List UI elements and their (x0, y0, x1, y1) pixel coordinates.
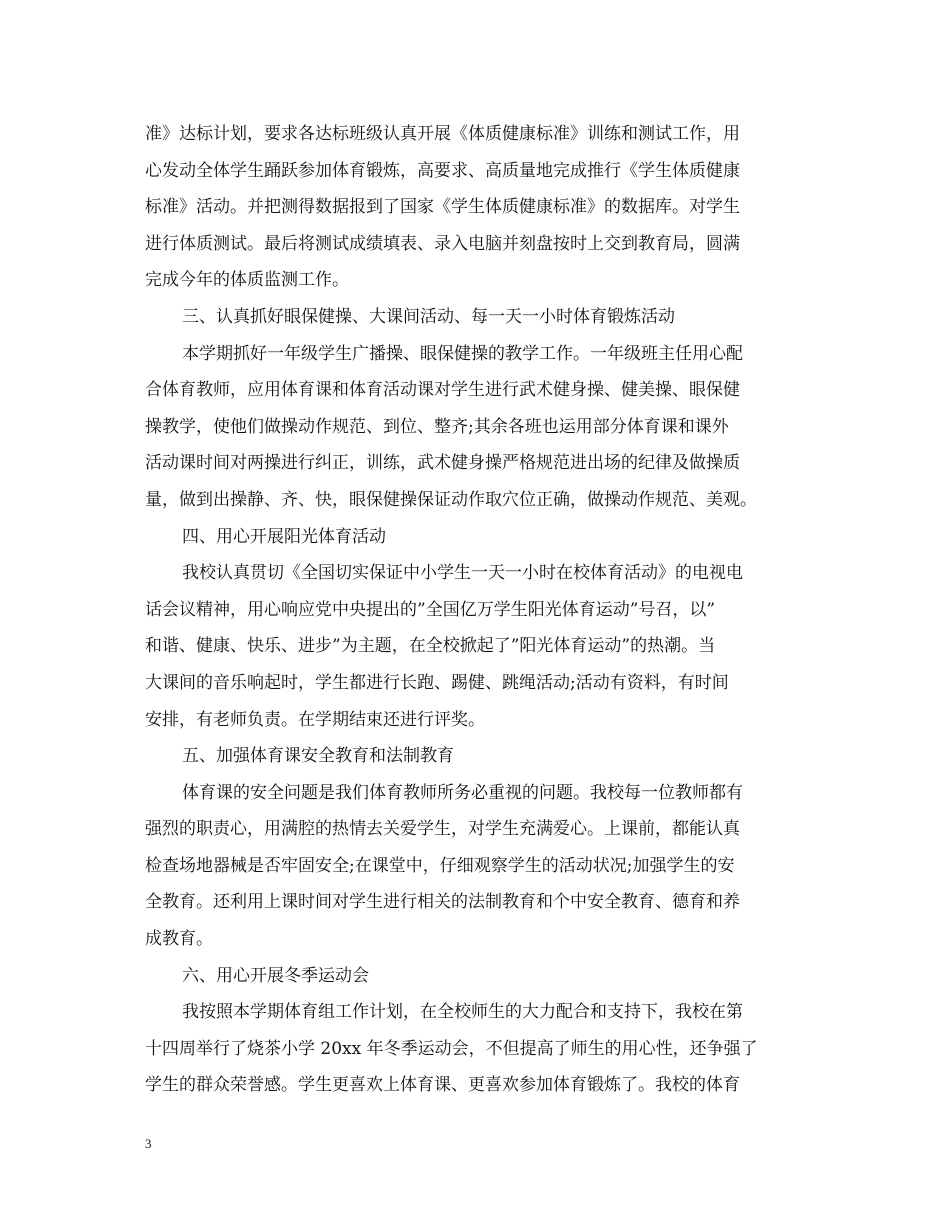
paragraph-line: 和谐、健康、快乐、进步”为主题，在全校掀起了”阳光体育运动”的热潮。当 (145, 636, 716, 657)
document-body (145, 116, 810, 1104)
paragraph-line: 活动课时间对两操进行纠正，训练，武术健身操严格规范进出场的纪律及做操质 (145, 453, 740, 474)
paragraph-line: 合体育教师，应用体育课和体育活动课对学生进行武术健身操、健美操、眼保健 (145, 380, 740, 401)
paragraph-line: 量，做到出操静、齐、快，眼保健操保证动作取穴位正确，做操动作规范、美观。 (145, 489, 757, 510)
paragraph-line: 心发动全体学生踊跃参加体育锻炼，高要求、高质量地完成推行《学生体质健康 (145, 160, 740, 181)
paragraph-line: 学生的群众荣誉感。学生更喜欢上体育课、更喜欢参加体育锻炼了。我校的体育 (145, 1075, 740, 1096)
paragraph-line: 全教育。还利用上课时间对学生进行相关的法制教育和个中安全教育、德育和养 (145, 892, 740, 913)
paragraph-line: 话会议精神，用心响应党中央提出的”全国亿万学生阳光体育运动”号召，以” (145, 599, 716, 620)
section-heading: 六、用心开展冬季运动会 (182, 965, 369, 986)
paragraph-line: 本学期抓好一年级学生广播操、眼保健操的教学工作。一年级班主任用心配 (182, 343, 743, 364)
paragraph-line: 大课间的音乐响起时，学生都进行长跑、踢健、跳绳活动;活动有资料，有时间 (145, 672, 729, 693)
section-heading: 五、加强体育课安全教育和法制教育 (182, 746, 454, 767)
section-heading: 三、认真抓好眼保健操、大课间活动、每一天一小时体育锻炼活动 (182, 306, 675, 327)
paragraph-line: 我校认真贯切《全国切实保证中小学生一天一小时在校体育活动》的电视电 (182, 563, 743, 584)
paragraph-line: 安排，有老师负责。在学期结束还进行评奖。 (145, 709, 485, 730)
paragraph-line: 完成今年的体质监测工作。 (145, 270, 349, 291)
section-heading: 四、用心开展阳光体育活动 (182, 526, 386, 547)
paragraph-line: 准》达标计划，要求各达标班级认真开展《体质健康标准》训练和测试工作，用 (145, 124, 740, 144)
paragraph-line: 体育课的安全问题是我们体育教师所务必重视的问题。我校每一位教师都有 (182, 782, 743, 803)
paragraph-line: 标准》活动。并把测得数据报到了国家《学生体质健康标准》的数据库。对学生 (145, 197, 740, 218)
paragraph-line: 进行体质测试。最后将测试成绩填表、录入电脑并刻盘按时上交到教育局，圆满 (145, 233, 740, 254)
page-number: 3 (145, 1136, 152, 1151)
paragraph-line: 我按照本学期体育组工作计划，在全校师生的大力配合和支持下，我校在第 (182, 1002, 743, 1023)
paragraph-line: 成教育。 (145, 929, 213, 950)
paragraph-line: 操教学，使他们做操动作规范、到位、整齐;其余各班也运用部分体育课和课外 (145, 416, 729, 437)
paragraph-line: 强烈的职责心，用满腔的热情去关爱学生，对学生充满爱心。上课前，都能认真 (145, 819, 740, 840)
paragraph-line: 十四周举行了烧茶小学 20xx 年冬季运动会，不但提高了师生的用心性，还争强了 (145, 1038, 758, 1059)
paragraph-line: 检查场地器械是否牢固安全;在课堂中，仔细观察学生的活动状况;加强学生的安 (145, 855, 735, 876)
